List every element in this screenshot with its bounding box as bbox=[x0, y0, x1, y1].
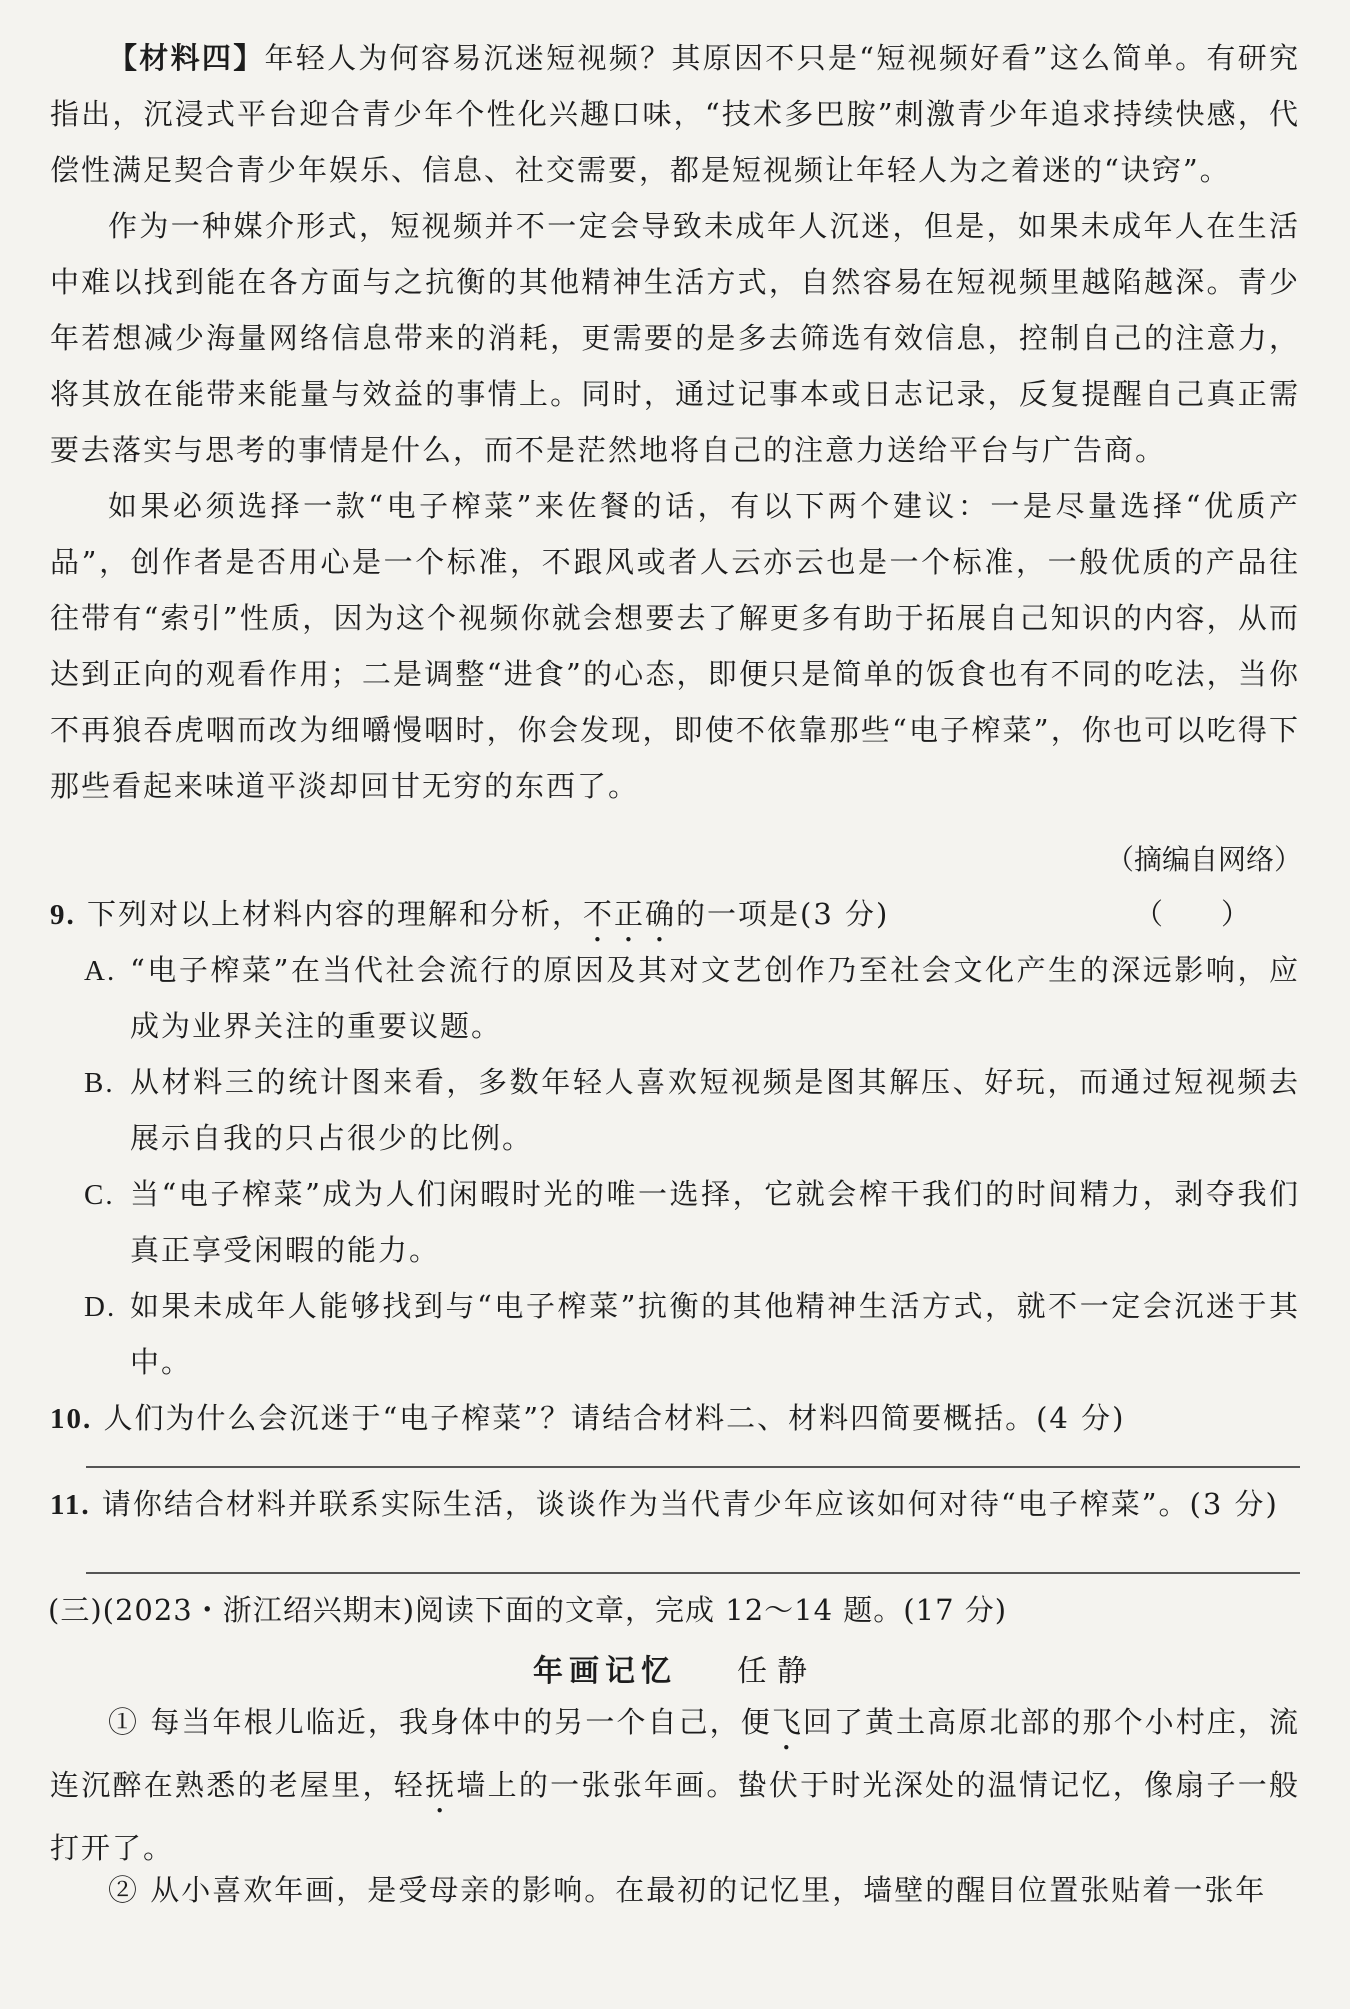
question-10-text: 人们为什么会沉迷于“电子榨菜”？请结合材料二、材料四简要概括。(4 分) bbox=[103, 1401, 1126, 1435]
option-b[interactable] bbox=[84, 1054, 1300, 1166]
option-c[interactable] bbox=[84, 1166, 1300, 1278]
option-a-text: “电子榨菜”在当代社会流行的原因及其对文艺创作乃至社会文化产生的深远影响，应成为业界关注的重要议题。 bbox=[130, 953, 1300, 1043]
material4-tag: 【材料四】 bbox=[108, 41, 265, 75]
article-paragraph-2 bbox=[50, 1862, 1300, 1918]
material4-paragraph-3: 如果必须选择一款“电子榨菜”来佐餐的话，有以下两个建议：一是尽量选择“优质产品”，创作者是否用心是一个标准，不跟风或者人云亦云也是一个标准，一般优质的产品往往带有“索引”性质，因为这个视频你就会想要去了解更多有助于拓展自己知识的内容，从而达到正向的观看作用；二是调整“进食”的心态，即便只是简单的饭食也有不同的吃法，当你不再狼吞虎咽而改为细嚼慢咽时，你会发现，即使不依靠那些“电子榨菜”，你也可以吃得下那些看起来味道平淡却回甘无穷的东西了。 bbox=[50, 489, 1300, 803]
paragraph-2-number: ② bbox=[108, 1873, 140, 1907]
paragraph-1-b: 回了黄土高原北部的那个小村庄，流连沉醉在熟悉的老屋里，轻 bbox=[50, 1705, 1300, 1802]
paragraph-2-text: 从小喜欢年画，是受母亲的影响。在最初的记忆里，墙壁的醒目位置张贴着一张年 bbox=[150, 1873, 1267, 1907]
paragraph-1-c: 墙上的一张张年画。蛰伏于时光深处的温情记忆，像扇子一般打开了。 bbox=[50, 1768, 1300, 1865]
question-10 bbox=[50, 1390, 1300, 1447]
question-11-text: 请你结合材料并联系实际生活，谈谈作为当代青少年应该如何对待“电子榨菜”。(3 分) bbox=[101, 1487, 1279, 1521]
question-9-emphasis: 不正确 bbox=[582, 897, 676, 931]
option-c-letter: C. bbox=[84, 1179, 115, 1211]
material4-paragraph-1 bbox=[50, 30, 1300, 198]
option-b-letter: B. bbox=[84, 1067, 115, 1099]
question-11-number: 11. bbox=[50, 1489, 91, 1521]
article-title: 年画记忆 bbox=[533, 1654, 677, 1689]
option-d-text: 如果未成年人能够找到与“电子榨菜”抗衡的其他精神生活方式，就不一定会沉迷于其中。 bbox=[130, 1289, 1300, 1379]
paragraph-1-a: 每当年根儿临近，我身体中的另一个自己，便 bbox=[150, 1705, 772, 1739]
question-11 bbox=[50, 1476, 1300, 1533]
question-9-number: 9. bbox=[50, 899, 76, 931]
answer-line-11[interactable] bbox=[86, 1572, 1300, 1574]
answer-line-10[interactable] bbox=[86, 1466, 1300, 1468]
question-9-stem-b: 的一项是(3 分) bbox=[676, 897, 890, 931]
article-paragraph-1 bbox=[50, 1694, 1300, 1876]
option-b-text: 从材料三的统计图来看，多数年轻人喜欢短视频是图其解压、好玩，而通过短视频去展示自我的只占很少的比例。 bbox=[130, 1065, 1300, 1155]
source-citation: （摘编自网络） bbox=[1105, 843, 1302, 876]
material4-p1-text: 年轻人为何容易沉迷短视频？其原因不只是“短视频好看”这么简单。有研究指出，沉浸式平台迎合青少年个性化兴趣口味，“技术多巴胺”刺激青少年追求持续快感，代偿性满足契合青少年娱乐、信息、社交需要，都是短视频让年轻人为之着迷的“诀窍”。 bbox=[50, 41, 1300, 187]
question-10-number: 10. bbox=[50, 1403, 93, 1435]
paragraph-1-number: ① bbox=[108, 1705, 140, 1739]
article-author: 任静 bbox=[737, 1654, 817, 1689]
option-a[interactable] bbox=[84, 942, 1300, 1054]
option-d[interactable] bbox=[84, 1278, 1300, 1390]
article-title-line bbox=[0, 1646, 1350, 1690]
material4-paragraph-2: 作为一种媒介形式，短视频并不一定会导致未成年人沉迷，但是，如果未成年人在生活中难以找到能在各方面与之抗衡的其他精神生活方式，自然容易在短视频里越陷越深。青少年若想减少海量网络信息带来的消耗，更需要的是多去筛选有效信息，控制自己的注意力，将其放在能带来能量与效益的事情上。同时，通过记事本或日志记录，反复提醒自己真正需要去落实与思考的事情是什么，而不是茫然地将自己的注意力送给平台与广告商。 bbox=[50, 209, 1300, 467]
emphasis-stroke: 抚 bbox=[425, 1768, 457, 1802]
option-a-letter: A. bbox=[84, 955, 117, 987]
option-c-text: 当“电子榨菜”成为人们闲暇时光的唯一选择，它就会榨干我们的时间精力，剥夺我们真正享受闲暇的能力。 bbox=[130, 1177, 1300, 1267]
question-9-stem-a: 下列对以上材料内容的理解和分析， bbox=[86, 897, 583, 931]
question-9-stem bbox=[50, 886, 1300, 949]
emphasis-fly: 飞 bbox=[771, 1705, 803, 1739]
section-3-header: (三)(2023・浙江绍兴期末)阅读下面的文章，完成 12～14 题。(17 分) bbox=[48, 1593, 1008, 1627]
answer-bracket[interactable]: （ ） bbox=[1133, 897, 1250, 931]
option-d-letter: D. bbox=[84, 1291, 117, 1323]
